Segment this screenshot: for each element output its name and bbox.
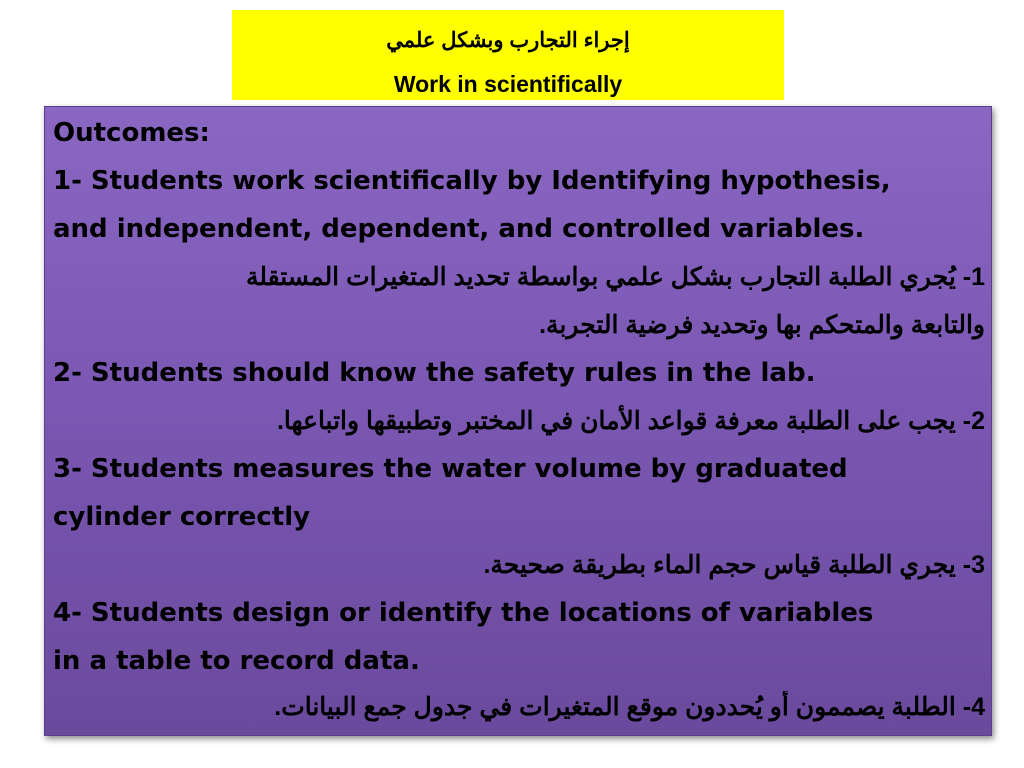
title-arabic: إجراء التجارب وبشكل علمي	[386, 29, 630, 52]
outcome-3-english-line-2: cylinder correctly	[53, 502, 311, 532]
outcomes-box	[44, 106, 992, 736]
title-box	[232, 10, 784, 100]
outcome-1-arabic-line-1: 1- يُجري الطلبة التجارب بشكل علمي بواسطة تحديد المتغيرات المستقلة	[245, 263, 985, 291]
title-english: Work in scientifically	[393, 71, 623, 97]
outcome-1-english-line-1: 1- Students work scientifically by Identifying hypothesis,	[53, 166, 891, 196]
outcome-4-arabic: 4- الطلبة يصممون أو يُحددون موقع المتغيرات في جدول جمع البيانات.	[274, 693, 985, 721]
outcome-3-arabic: 3- يجري الطلبة قياس حجم الماء بطريقة صحيحة.	[483, 551, 985, 579]
outcomes-heading: Outcomes:	[53, 118, 210, 148]
outcome-2-arabic: 2- يجب على الطلبة معرفة قواعد الأمان في المختبر وتطبيقها واتباعها.	[276, 407, 985, 435]
outcome-1-arabic-line-2: والتابعة والمتحكم بها وتحديد فرضية التجربة.	[539, 311, 985, 339]
outcome-4-english-line-1: 4- Students design or identify the locations of variables	[53, 598, 874, 628]
outcome-1-english-line-2: and independent, dependent, and controlled variables.	[53, 214, 865, 244]
outcome-3-english-line-1: 3- Students measures the water volume by graduated	[53, 454, 848, 484]
outcome-4-english-line-2: in a table to record data.	[53, 646, 420, 676]
outcome-2-english: 2- Students should know the safety rules in the lab.	[53, 358, 816, 388]
